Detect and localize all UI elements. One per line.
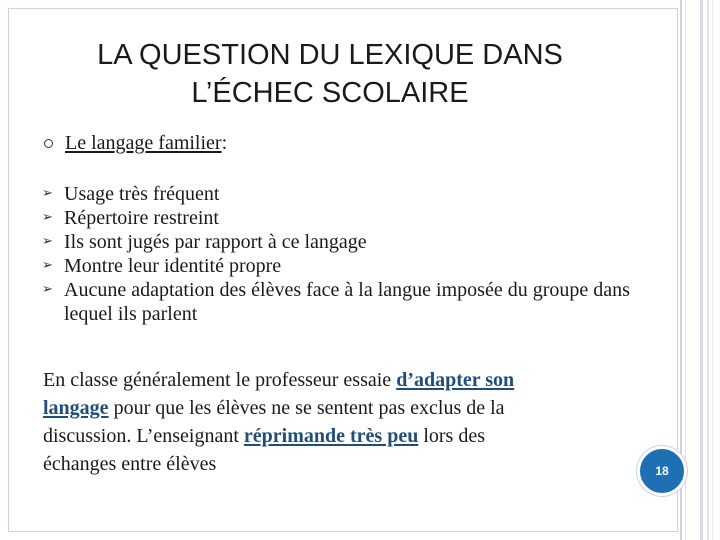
slide-title-line: L’ÉCHEC SCOLAIRE [191, 77, 469, 109]
decorative-rail [707, 0, 709, 540]
slide-title-line: LA QUESTION DU LEXIQUE DANS [97, 39, 563, 71]
list-item [42, 230, 662, 254]
paragraph-text: En classe généralement le professeur essaie [43, 369, 397, 391]
list-item-text: Aucune adaptation des élèves face à la langue imposée du groupe dans lequel ils parlent [64, 279, 630, 325]
list-item-text: Montre leur identité propre [64, 255, 282, 277]
decorative-rail [700, 0, 703, 540]
page-number: 18 [655, 464, 669, 478]
paragraph-text: lors des échanges entre élèves [43, 425, 486, 475]
section-heading [44, 131, 227, 155]
list-item-text: Ils sont jugés par rapport à ce langage [64, 231, 367, 253]
list-item [42, 278, 662, 326]
body-paragraph [43, 366, 543, 478]
section-heading-label: Le langage familier [65, 132, 222, 154]
list-item [42, 182, 662, 206]
list-item [42, 206, 662, 230]
highlight-text: d’adapter son langage [43, 369, 515, 419]
decorative-rail [712, 0, 713, 540]
list-item-text: Répertoire restreint [64, 207, 219, 229]
arrow-bullet-icon: ➢ [42, 282, 53, 297]
arrow-bullet-icon: ➢ [42, 258, 53, 273]
bullet-list [42, 182, 662, 326]
arrow-bullet-icon: ➢ [42, 234, 53, 249]
paragraph-text: pour que les élèves ne se sentent pas exclus de la discussion. L’enseignant [43, 397, 505, 447]
section-heading-suffix: : [221, 132, 228, 154]
list-item-text: Usage très fréquent [64, 183, 220, 205]
arrow-bullet-icon: ➢ [42, 210, 53, 225]
slide-title [60, 36, 600, 112]
arrow-bullet-icon: ➢ [42, 186, 53, 201]
circle-bullet-icon [44, 139, 53, 148]
highlight-text: réprimande très peu [243, 425, 419, 447]
list-item [42, 254, 662, 278]
page-number-badge [637, 446, 687, 496]
decorative-rail [685, 0, 686, 540]
